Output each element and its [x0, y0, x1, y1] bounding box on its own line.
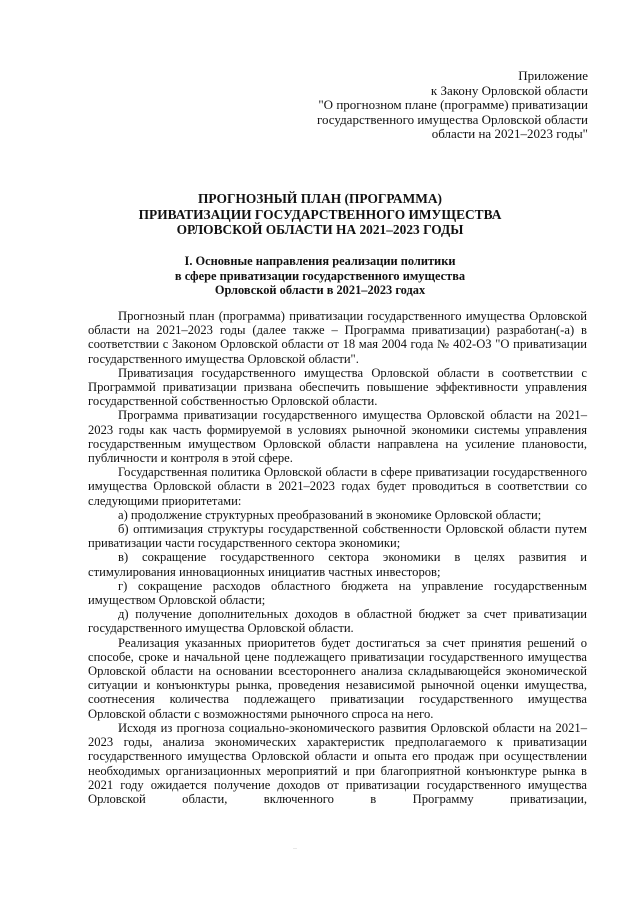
appendix-line: к Закону Орловской области: [430, 82, 588, 98]
appendix-line: "О прогнозном плане (программе) приватизации: [318, 97, 588, 113]
appendix-line: государственного имущества Орловской области: [316, 111, 588, 127]
paragraph: Государственная политика Орловской области в сфере приватизации государственного имущества Орловской области в 2021–2023 годах будет проводиться в соответствии со следующими приоритетами:: [88, 465, 587, 508]
paragraph: Приватизация государственного имущества Орловской области в соответствии с Программой приватизации призвана обеспечить повышение эффективности управления государственной собственностью Орловской области.: [88, 365, 587, 409]
appendix-line: Приложение: [518, 68, 588, 83]
title-line: ПРИВАТИЗАЦИИ ГОСУДАРСТВЕННОГО ИМУЩЕСТВА: [138, 206, 502, 222]
paragraph: Прогнозный план (программа) приватизации государственного имущества Орловской области на 2021–2023 годы (далее также – Программа приватизации) разработан(-а) в соответствии с Законом Орловской области от 18 мая 2004 года № 402-ОЗ "О приватизации государственного имущества Орловской области".: [88, 309, 587, 366]
scan-speck: [293, 848, 297, 849]
title-line: ПРОГНОЗНЫЙ ПЛАН (ПРОГРАММА): [198, 191, 442, 206]
priority-item-c: в) сокращение государственного сектора экономики в целях развития и стимулирования инновационных инициатив частных инвесторов;: [88, 550, 587, 579]
title-line: ОРЛОВСКОЙ ОБЛАСТИ НА 2021–2023 ГОДЫ: [176, 222, 464, 238]
paragraph: Исходя из прогноза социально-экономического развития Орловской области на 2021–2023 годы, анализа экономических характеристик предполагаемого к приватизации государственного имущества Орловской области и опыта его продаж при осуществлении необходимых организационных мероприятий и при благоприятной конъюнктуре рынка в 2021 году ожидается получение доходов от приватизации государственного имущества Орловской области, включенного в Программу приватизации,: [88, 720, 587, 806]
priority-item-e: д) получение дополнительных доходов в областной бюджет за счет приватизации государственного имущества Орловской области.: [88, 607, 587, 636]
section-heading-line: Орловской области в 2021–2023 годах: [214, 283, 426, 298]
appendix-header: [268, 69, 588, 142]
appendix-line: области на 2021–2023 годы": [431, 126, 588, 142]
section-heading: [0, 254, 640, 298]
section-heading-line: I. Основные направления реализации политики: [184, 254, 456, 268]
paragraph: Реализация указанных приоритетов будет достигаться за счет принятия решений о способе, сроке и начальной цене подлежащего приватизации государственного имущества Орловской области на основании всестороннего анализа складывающейся экономической ситуации и конъюнктуры рынка, проведения независимой рыночной оценки имущества, соотнесения количества подлежащего приватизации государственного имущества Орловской области с возможностями рыночного спроса на него.: [88, 635, 587, 721]
paragraph: Программа приватизации государственного имущества Орловской области на 2021–2023 годы как часть формируемой в условиях рыночной экономики системы управления государственным имуществом Орловской области направлена на усиление плановости, публичности и контроля в этой сфере.: [88, 408, 587, 466]
section-heading-line: в сфере приватизации государственного имущества: [174, 268, 466, 283]
priority-item-d: г) сокращение расходов областного бюджета на управление государственным имуществом Орловской области;: [88, 578, 587, 608]
document-body: [88, 309, 587, 806]
priority-item-b: б) оптимизация структуры государственной собственности Орловской области путем приватизации части государственного сектора экономики;: [88, 522, 587, 551]
priority-item-a: а) продолжение структурных преобразований в экономике Орловской области;: [118, 507, 542, 522]
document-title: [0, 191, 640, 238]
